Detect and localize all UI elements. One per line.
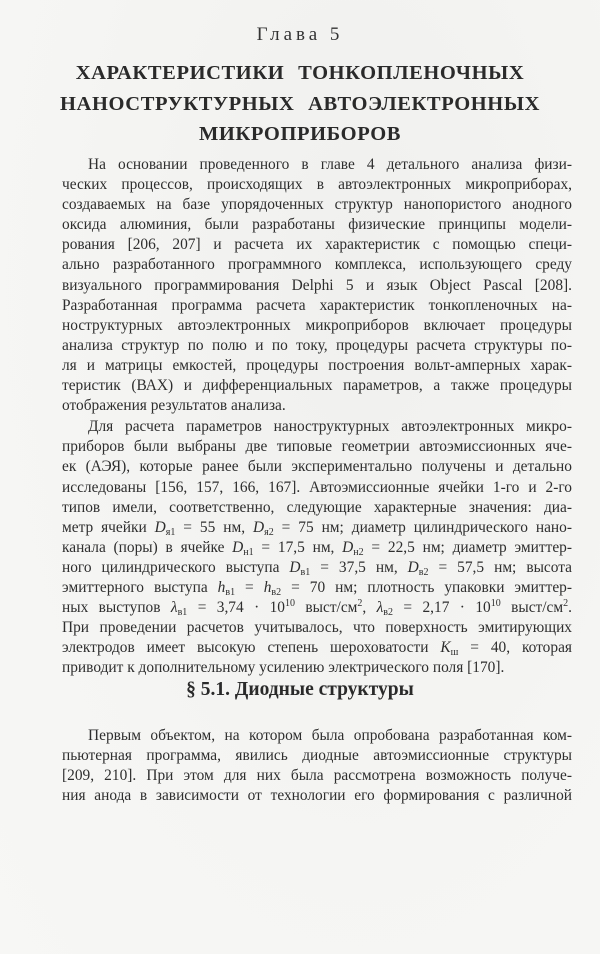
math-subscript: я2 <box>264 526 274 538</box>
text-line: ноструктурных автоэлектронных микроприборов включает процедуры <box>62 316 572 334</box>
text-line: рования [206, 207] и расчета их характеристик с помощью специ- <box>62 236 572 254</box>
math-subscript: ш <box>450 647 459 659</box>
paragraph <box>62 155 572 416</box>
chapter-title-line: НАНОСТРУКТУРНЫХ АВТОЭЛЕКТРОННЫХ <box>60 92 540 115</box>
text-line: ля и матрицы емкостей, процедуры построения вольт-амперных харак- <box>62 356 572 374</box>
text-line: ческих процессов, происходящих в автоэлектронных микроприборах, <box>62 176 572 194</box>
chapter-title <box>0 58 600 150</box>
text-line: Разработанная программа расчета характеристик тонкопленочных на- <box>62 296 572 314</box>
chapter-intro-text <box>62 155 572 679</box>
chapter-title-line: МИКРОПРИБОРОВ <box>198 123 402 145</box>
text-line: ек (АЭЯ), которые ранее были экспериментально получены и детально <box>62 458 572 476</box>
text-line: метр ячейки $D_{я1} = 55$ нм, $D_{я2} = 75$ нм; диаметр цилиндрического нано- <box>62 518 572 538</box>
math-subscript: в2 <box>271 586 282 598</box>
math-variable: D <box>232 538 244 556</box>
paragraph <box>62 726 572 806</box>
text-line: оксида алюминия, были разработаны физические принципы модели- <box>62 216 572 234</box>
text-line: пьютерная программа, явились диодные автоэмиссионные структуры <box>62 747 572 765</box>
text-line: электродов имеет высокую степень шероховатости $K_ш = 40$, которая <box>62 639 572 659</box>
text-line: При проведении расчетов учитывалось, что поверхность эмитирующих <box>62 619 572 637</box>
text-line: приводит к дополнительному усилению электрического поля [170]. <box>62 659 505 677</box>
text-line: анализа структур по полю и по току, процедуры расчета структуры по- <box>62 336 572 354</box>
math-subscript: н1 <box>243 546 254 558</box>
math-variable: D <box>289 558 301 576</box>
text-line: На основании проведенного в главе 4 детального анализа физи- <box>88 156 572 173</box>
math-superscript: 2 <box>563 598 569 610</box>
math-term: $10^{10}$ <box>475 598 501 617</box>
chapter-label: Глава 5 <box>256 24 344 45</box>
text-line: [209, 210]. При этом для них была рассмотрена возможность получе- <box>62 767 572 785</box>
math-subscript: я1 <box>165 526 176 538</box>
math-subscript: в2 <box>418 566 429 578</box>
text-line: Для расчета параметров наноструктурных автоэлектронных микро- <box>88 418 572 436</box>
math-term: выст/$см^2$ <box>511 598 569 617</box>
text-line: канала (поры) в ячейке $D_{н1} = 17,5$ нм, $D_{н2} = 22,5$ нм; диаметр эмиттер- <box>62 538 572 558</box>
math-term: $10^{10}$ <box>269 598 295 617</box>
text-line: Первым объектом, на котором была опробована разработанная ком- <box>88 727 572 744</box>
text-line: ных выступов $\lambda_{в1} = 3,74 \cdot 10^{10}$ выст/$см^2$, $\lambda_{в2} = 2,17 \cdot 10^{10}$ выст/$см^2$. <box>62 598 572 619</box>
math-subscript: в2 <box>383 607 394 619</box>
text-line: типов имели, соответственно, следующие характерные значения: диа- <box>62 498 572 516</box>
paragraph <box>62 417 572 678</box>
text-line: отображения результатов анализа. <box>62 397 286 415</box>
text-line: создаваемых на базе упорядоченных структур нанопористого анодного <box>62 196 572 214</box>
text-line: ния анода в зависимости от технологии его формирования с различной <box>62 787 572 805</box>
math-variable: h <box>263 578 272 596</box>
math-term: выст/$см^2$ <box>305 598 363 617</box>
math-variable: λ <box>376 599 384 617</box>
math-superscript: 2 <box>357 598 363 610</box>
text-line: визуального программирования Delphi 5 и язык Object Pascal [208]. <box>62 276 572 294</box>
text-line: ально разработанного программного комплекса, использующего среду <box>62 256 572 274</box>
math-variable: D <box>342 538 354 556</box>
math-superscript: 10 <box>490 598 501 610</box>
math-variable: h <box>217 578 226 596</box>
text-line: приборов были выбраны две типовые геометрии автоэмиссионных яче- <box>62 438 572 456</box>
math-superscript: 10 <box>284 598 295 610</box>
section-body-text <box>62 726 572 807</box>
text-line: теристик (ВАХ) и дифференциальных параметров, а также процедуры <box>62 377 572 395</box>
chapter-title-line: ХАРАКТЕРИСТИКИ ТОНКОПЛЕНОЧНЫХ <box>75 62 525 84</box>
math-subscript: в1 <box>225 586 236 598</box>
math-variable: D <box>154 518 166 536</box>
text-line: ного цилиндрического выступа $D_{в1} = 37,5$ нм, $D_{в2} = 57,5$ нм; высота <box>62 558 572 578</box>
section-title: § 5.1. Диодные структуры <box>186 679 414 700</box>
math-variable: D <box>407 558 419 576</box>
text-line: эмиттерного выступа $h_{в1} = h_{в2} = 70$ нм; плотность упаковки эмиттер- <box>62 578 572 598</box>
text-line: исследованы [156, 157, 166, 167]. Автоэмиссионные ячейки 1-го и 2-го <box>62 478 572 496</box>
math-subscript: в1 <box>177 607 188 619</box>
math-subscript: н2 <box>353 546 364 558</box>
math-variable: K <box>440 639 451 657</box>
math-variable: λ <box>170 599 178 617</box>
math-variable: D <box>252 518 265 536</box>
math-subscript: в1 <box>300 566 311 578</box>
